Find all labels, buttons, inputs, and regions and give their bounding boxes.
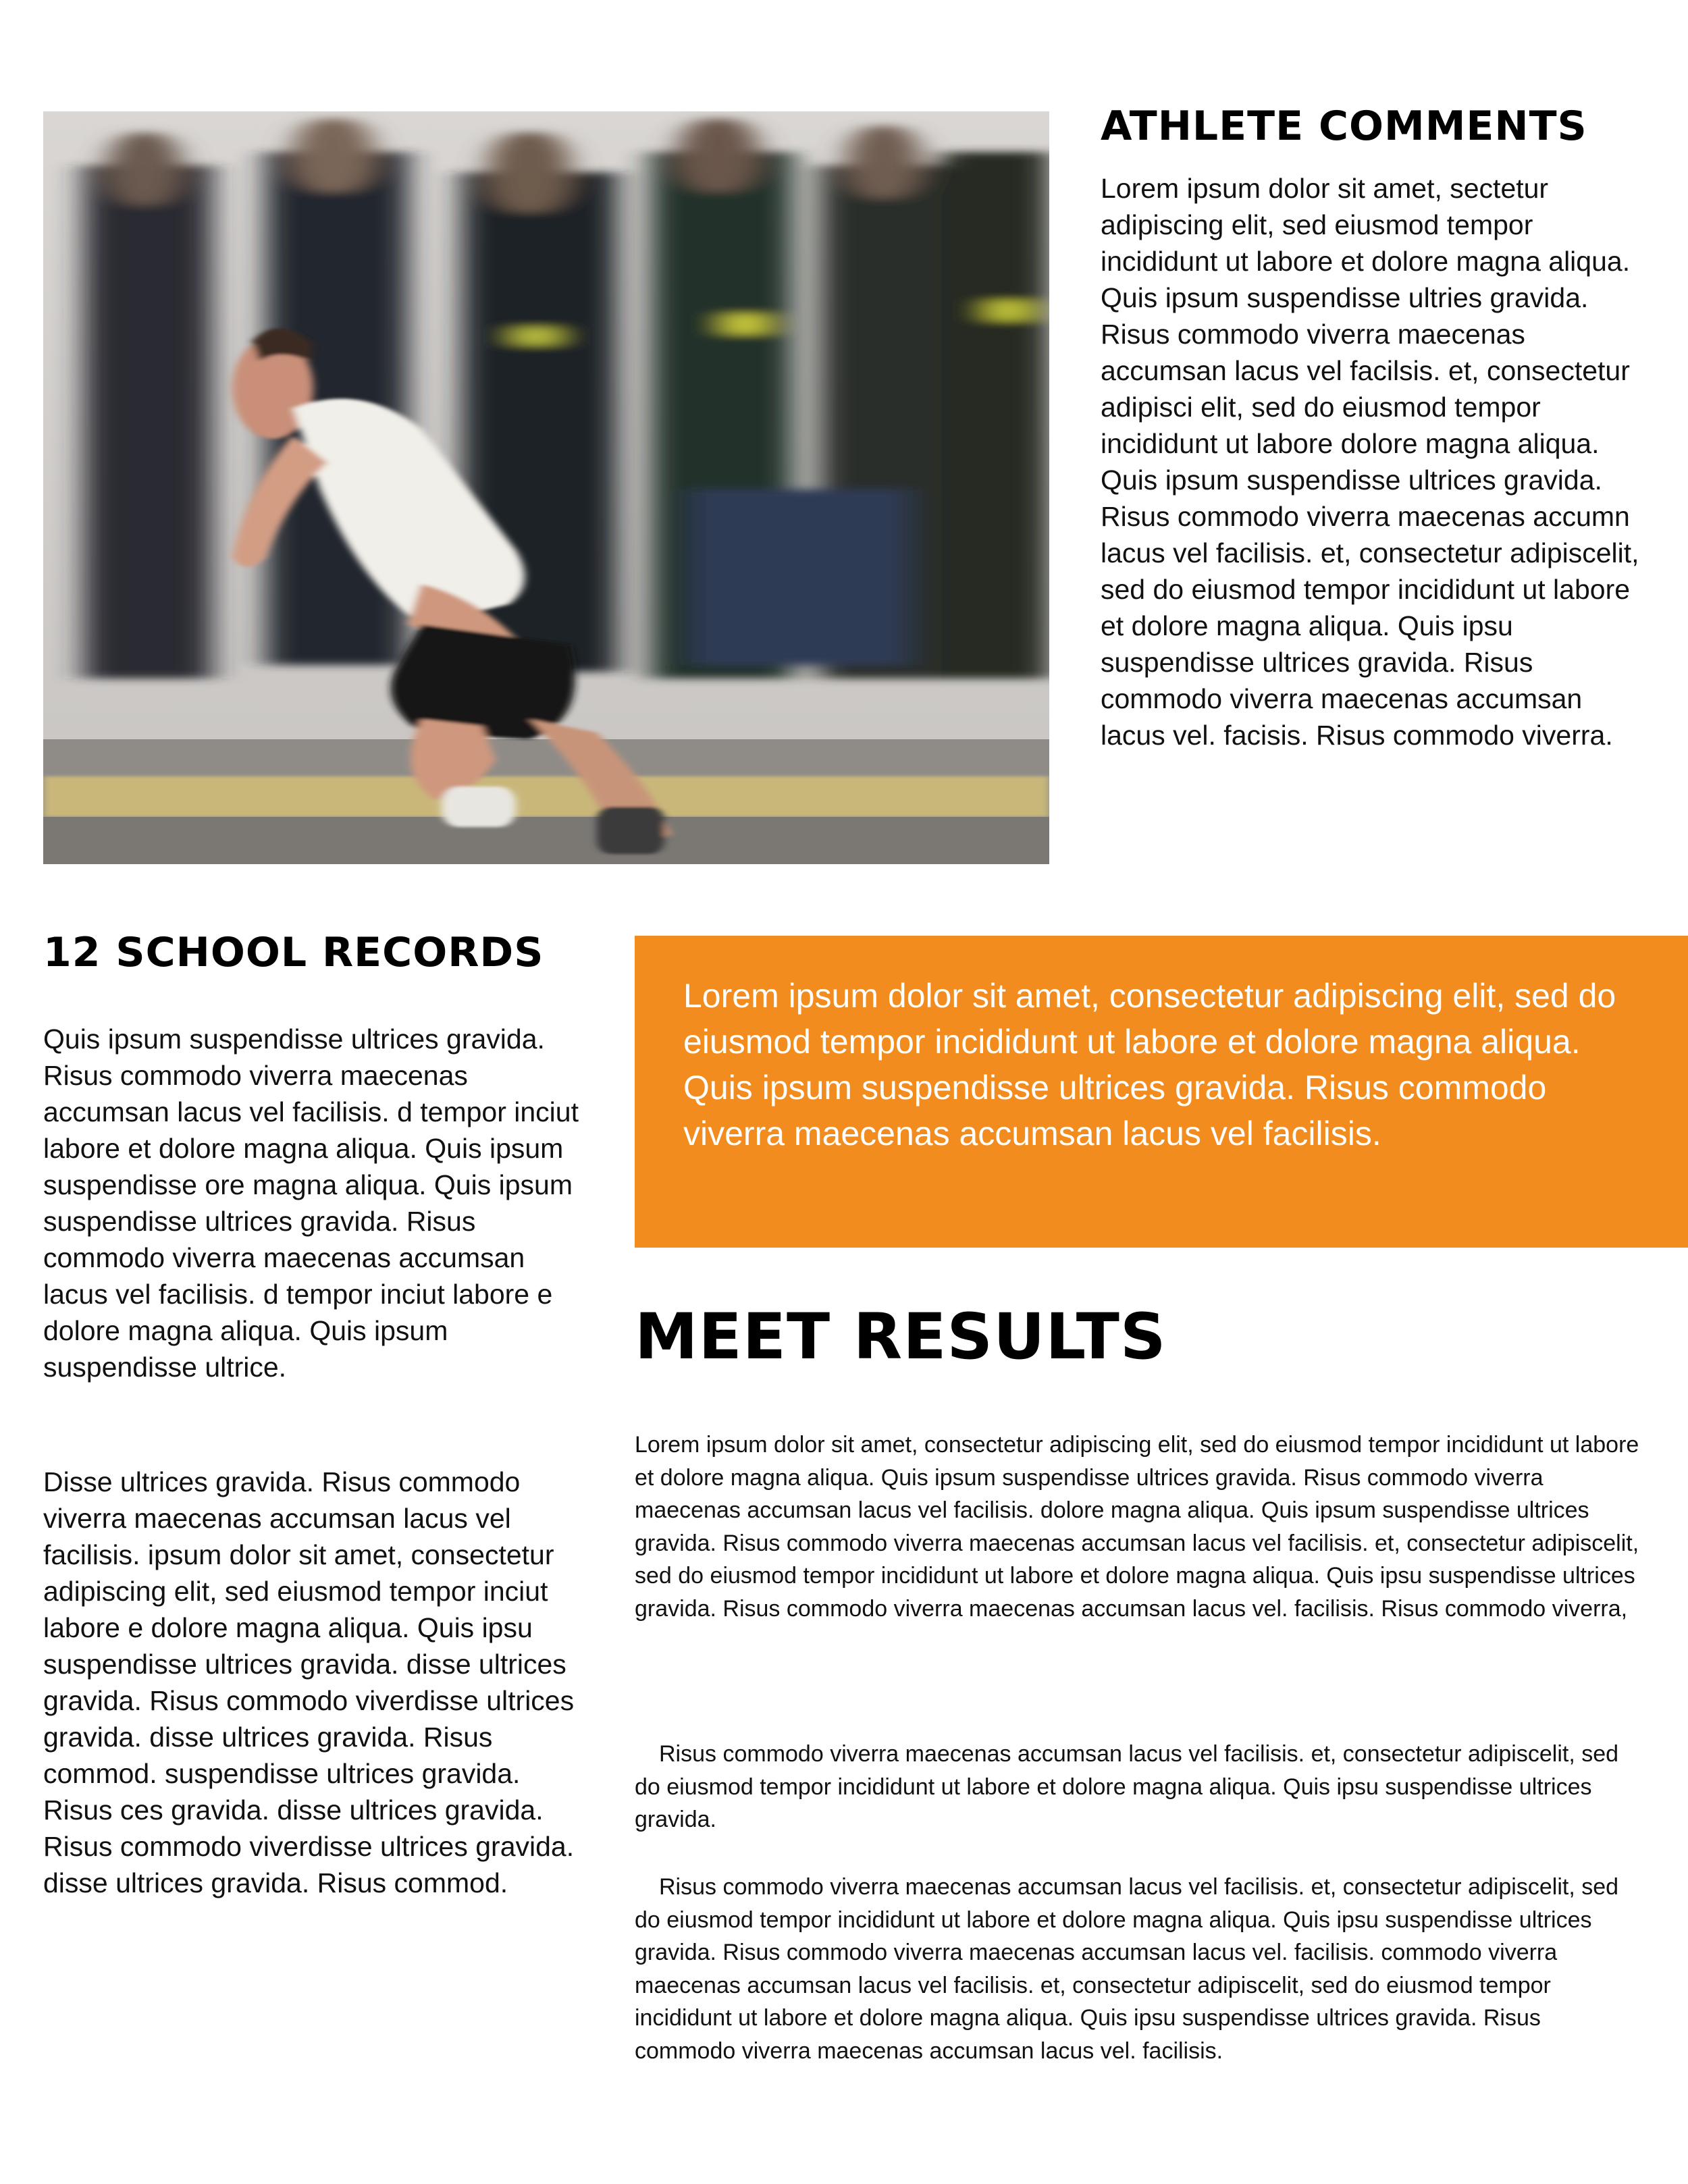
meet-results-paragraph-3: Risus commodo viverra maecenas accumsan lacus vel facilisis. et, consectetur adipiscelit, sed do eiusmod tempor incididunt ut labore et dolore magna aliqua. Quis ipsu suspendisse ultrices gravida. Risus commodo viverra maecenas accumsan lacus vel. facilisis. commodo viverra maecenas accumsan lacus vel facilisis. et, consectetur adipiscelit, sed do eiusmod tempor incididunt ut labore et dolore magna aliqua. Quis ipsu suspendisse ultrices gravida. Risus commodo viverra maecenas accumsan lacus vel. facilisis. <box>635 1874 1619 2064</box>
callout-text: Lorem ipsum dolor sit amet, consectetur adipiscing elit, sed do eiusmod tempor incididunt ut labore et dolore magna aliqua. Quis ipsum suspendisse ultrices gravida. Risus commodo viverra maecenas accumsan lacus vel facilisis. <box>683 977 1616 1152</box>
athlete-comments-heading: ATHLETE COMMENTS <box>1101 103 1587 150</box>
school-records-paragraph-2: Disse ultrices gravida. Risus commodo viverra maecenas accumsan lacus vel facilisis. ipsum dolor sit amet, consectetur adipiscing elit, sed eiusmod tempor inciut labore e dolore magna aliqua. Quis ipsu suspendisse ultrices gravida. disse ultrices gravida. Risus commodo viverdisse ultrices gravida. disse ultrices gravida. Risus commod. suspendisse ultrices gravida. Risus ces gravida. disse ultrices gravida. Risus commodo viverdisse ultrices gravida. disse ultrices gravida. Risus commod. <box>43 1466 575 1898</box>
meet-results-paragraph-2: Risus commodo viverra maecenas accumsan lacus vel facilisis. et, consectetur adipiscelit, sed do eiusmod tempor incididunt ut labore et dolore magna aliqua. Quis ipsu suspendisse ultrices gravida. <box>635 1741 1619 1832</box>
sprinter-image <box>43 111 1049 864</box>
orange-callout-box <box>635 936 1688 1248</box>
school-records-heading: 12 SCHOOL RECORDS <box>43 929 544 976</box>
meet-results-heading: MEET RESULTS <box>635 1300 1167 1374</box>
meet-results-paragraph-1: Lorem ipsum dolor sit amet, consectetur adipiscing elit, sed do eiusmod tempor incididunt ut labore et dolore magna aliqua. Quis ipsum suspendisse ultrices gravida. Risus commodo viverra maecenas accumsan lacus vel facilisis. dolore magna aliqua. Quis ipsum suspendisse ultrices gravida. Risus commodo viverra maecenas accumsan lacus vel facilisis. et, consectetur adipiscelit, sed do eiusmod tempor incididunt ut labore et dolore magna aliqua. Quis ipsu suspendisse ultrices gravida. Risus commodo viverra maecenas accumsan lacus vel. facilisis. Risus commodo viverra, <box>635 1432 1639 1622</box>
school-records-paragraph-1: Quis ipsum suspendisse ultrices gravida. Risus commodo viverra maecenas accumsan lacus vel facilisis. d tempor inciut labore et dolore magna aliqua. Quis ipsum suspendisse ore magna aliqua. Quis ipsum suspendisse ultrices gravida. Risus commodo viverra maecenas accumsan lacus vel facilisis. d tempor inciut labore e dolore magna aliqua. Quis ipsum suspendisse ultrice. <box>43 1023 579 1383</box>
athlete-comments-body: Lorem ipsum dolor sit amet, sectetur adipiscing elit, sed eiusmod tempor incididunt ut labore et dolore magna aliqua. Quis ipsum suspendisse ultries gravida. Risus commodo viverra maecenas accumsan lacus vel facilsis. et, consectetur adipisci elit, sed do eiusmod tempor incididunt ut labore dolore magna aliqua. Quis ipsum suspendisse ultrices gravida. Risus commodo viverra maecenas accumn lacus vel facilisis. et, consectetur adipiscelit, sed do eiusmod tempor incididunt ut labore et dolore magna aliqua. Quis ipsu suspendisse ultrices gravida. Risus commodo viverra maecenas accumsan lacus vel. facisis. Risus commodo viverra. <box>1101 173 1639 751</box>
sprinter-photo <box>43 111 1049 864</box>
